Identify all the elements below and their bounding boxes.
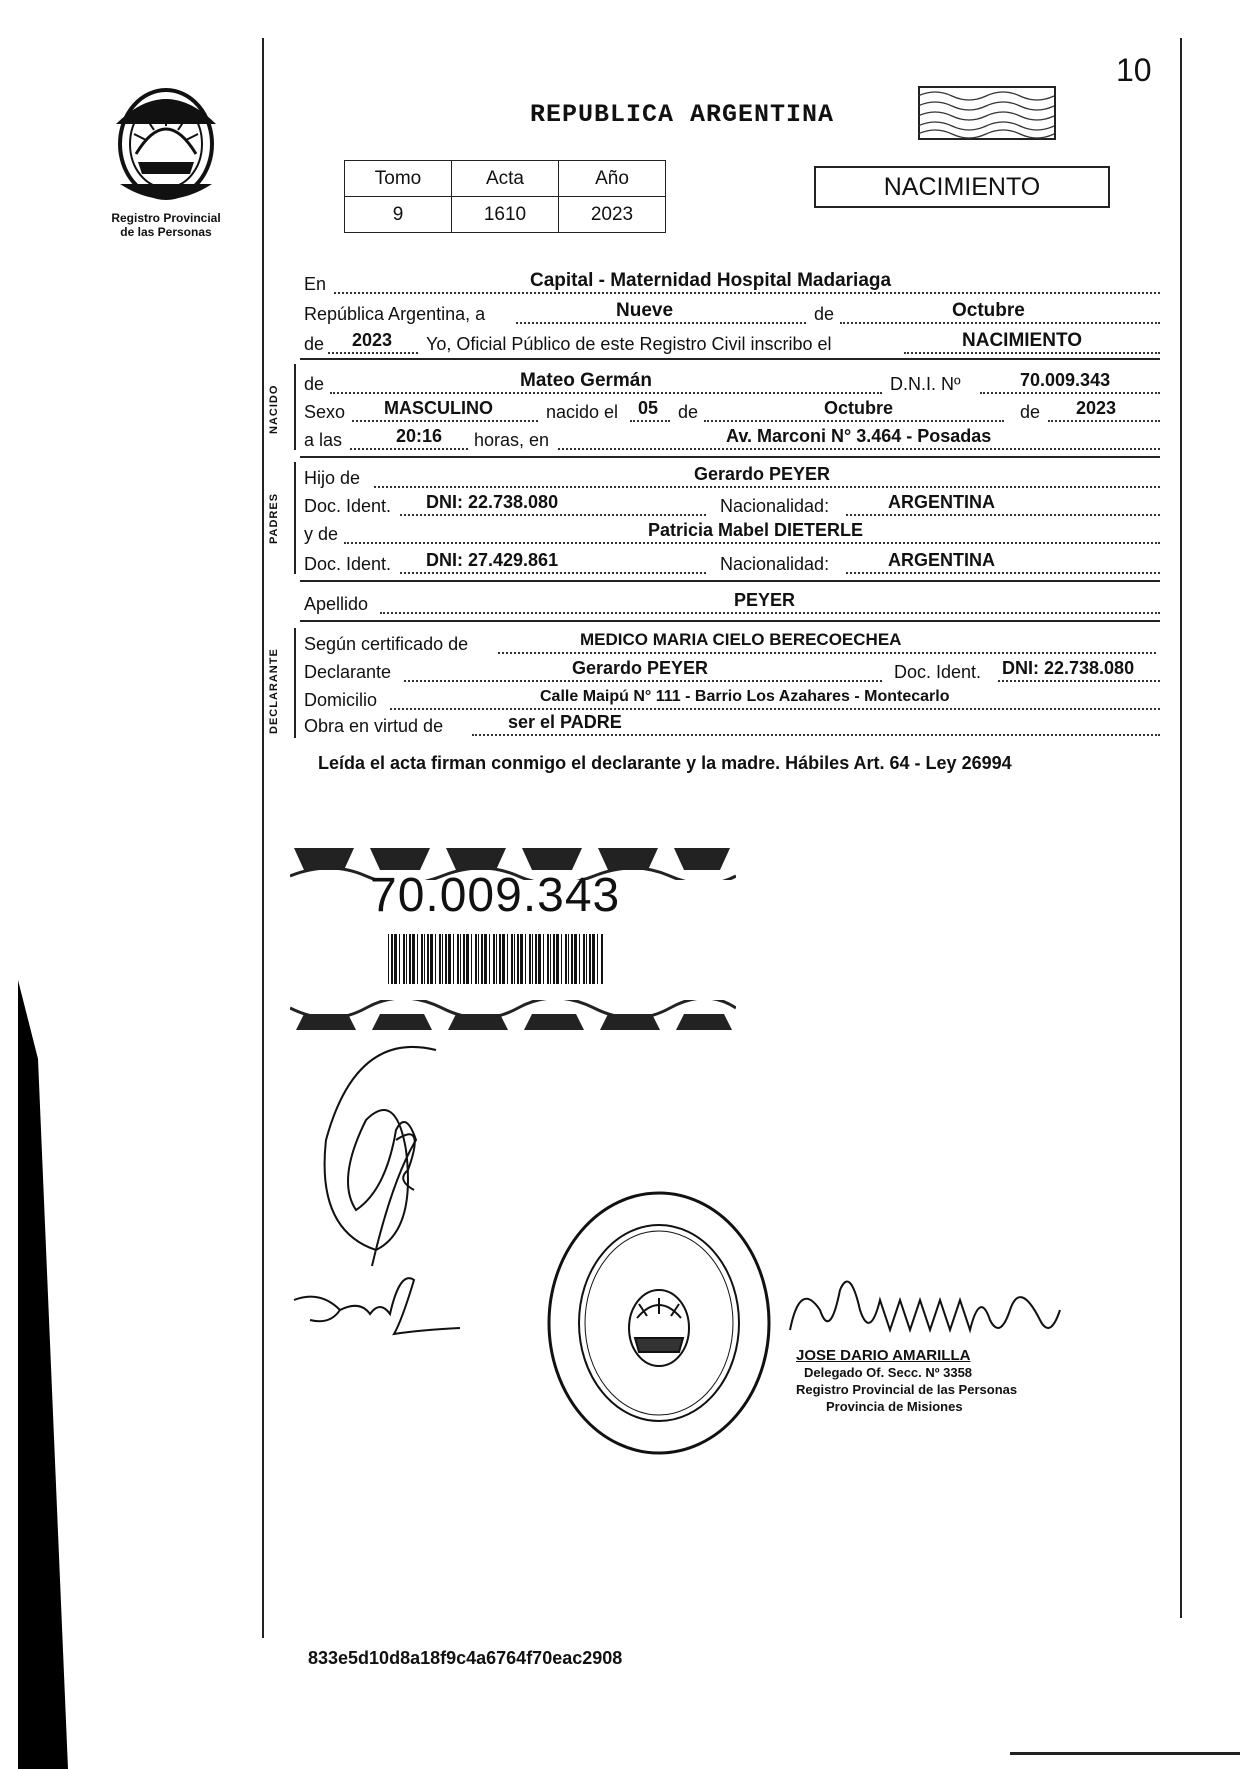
logo-caption-line2: de las Personas <box>120 225 212 239</box>
official-seal-icon <box>544 1188 774 1458</box>
domicilio-label: Domicilio <box>304 690 378 710</box>
barcode-bar <box>511 934 513 984</box>
barcode-bar <box>394 934 397 984</box>
barcode-bar <box>409 934 411 984</box>
barcode-bar <box>496 934 497 984</box>
apellido-value: PEYER <box>734 590 796 610</box>
barcode-bar <box>412 934 415 984</box>
officer-initials-signature <box>290 1270 470 1355</box>
barcode-bar <box>583 934 585 984</box>
obra-label: Obra en virtud de <box>304 716 444 736</box>
row-y-de <box>304 522 1160 548</box>
birth-month: Octubre <box>824 398 894 418</box>
barcode-bar <box>388 934 389 984</box>
divider-3 <box>300 580 1160 582</box>
barcode-bar <box>478 934 479 984</box>
barcode-bar <box>550 934 551 984</box>
declarante-doc-label: Doc. Ident. <box>894 662 982 682</box>
barcode-bar <box>399 934 400 984</box>
table-header-tomo: Tomo <box>345 161 452 197</box>
row-obra <box>304 714 1160 740</box>
y-de-label: y de <box>304 524 339 544</box>
barcode-number: 70.009.343 <box>370 869 621 922</box>
document-hash: 833e5d10d8a18f9c4a6764f70eac2908 <box>308 1648 623 1668</box>
barcode-bar <box>417 934 418 984</box>
day-value: Nueve <box>616 300 674 321</box>
barcode-bar <box>475 934 477 984</box>
barcode-bar <box>535 934 537 984</box>
barcode-bar <box>499 934 501 984</box>
declarante-doc: DNI: 22.738.080 <box>1002 658 1135 678</box>
barcode-bar <box>406 934 407 984</box>
domicilio-value: Calle Maipú N° 111 - Barrio Los Azahares - Montecarlo <box>540 688 950 705</box>
row-mother-doc <box>304 552 1160 578</box>
barcode-bar <box>553 934 555 984</box>
barcode-bar <box>427 934 429 984</box>
table-value-tomo: 9 <box>345 197 452 233</box>
table-value-acta: 1610 <box>452 197 559 233</box>
sexo-value: MASCULINO <box>384 398 493 418</box>
section-bar-padres <box>294 462 296 574</box>
row-sexo <box>304 400 1160 426</box>
month-de-label: de <box>814 304 835 324</box>
barcode-bar <box>471 934 472 984</box>
barcode-bar <box>556 934 559 984</box>
section-bar-nacido <box>294 364 296 450</box>
barcode-bar <box>568 934 569 984</box>
signature-scribble-icon <box>296 1030 476 1270</box>
inscribo-value: NACIMIENTO <box>962 330 1082 351</box>
barcode-bar <box>442 934 443 984</box>
right-page-border <box>1180 38 1182 1618</box>
father-doc: DNI: 22.738.080 <box>426 492 559 512</box>
barcode-bar <box>424 934 425 984</box>
mother-nat-label: Nacionalidad: <box>720 554 830 574</box>
barcode-bar <box>561 934 562 984</box>
barcode-bar <box>453 934 454 984</box>
barcode-bar <box>439 934 441 984</box>
father-nat-label: Nacionalidad: <box>720 496 830 516</box>
closing-note: Leída el acta firman conmigo el declarante y la madre. Hábiles Art. 64 - Ley 26994 <box>318 753 1012 773</box>
mother-doc-label: Doc. Ident. <box>304 554 392 574</box>
child-name: Mateo Germán <box>520 370 652 391</box>
birth-day: 05 <box>638 398 659 418</box>
table-header-anio: Año <box>559 161 666 197</box>
birth-time: 20:16 <box>396 426 443 446</box>
birth-place: Av. Marconi N° 3.464 - Posadas <box>726 426 992 446</box>
barcode-bar <box>391 934 393 984</box>
barcode-bar <box>579 934 580 984</box>
divider-1 <box>300 358 1160 360</box>
horas-label: horas, en <box>474 430 550 450</box>
nacido-de-label: de <box>304 374 325 394</box>
row-certificado <box>304 632 1160 658</box>
barcode-bar <box>403 934 405 984</box>
barcode-bar <box>597 934 598 984</box>
cert-label: Según certificado de <box>304 634 469 654</box>
barcode-bar <box>520 934 523 984</box>
row-hora <box>304 428 1160 454</box>
registry-table <box>344 160 666 233</box>
hijo-de-label: Hijo de <box>304 468 361 488</box>
apellido-label: Apellido <box>304 594 369 614</box>
row-father-doc <box>304 494 1160 520</box>
barcode-bar <box>601 934 603 984</box>
dni-label: D.N.I. Nº <box>890 374 961 394</box>
row-republica <box>304 302 1160 328</box>
document-title: REPUBLICA ARGENTINA <box>530 100 835 129</box>
year-de-label: de <box>304 334 325 354</box>
page-number: 10 <box>1116 52 1152 88</box>
nacido-el-label: nacido el <box>546 402 619 422</box>
barcode-bar <box>493 934 495 984</box>
father-doc-label: Doc. Ident. <box>304 496 392 516</box>
barcode-bar <box>448 934 451 984</box>
official-line3: Provincia de Misiones <box>826 1399 963 1414</box>
barcode-bar <box>502 934 505 984</box>
record-type-box: NACIMIENTO <box>814 166 1110 208</box>
row-hijo-de <box>304 466 1160 492</box>
obra-value: ser el PADRE <box>508 712 622 732</box>
barcode-bar <box>435 934 436 984</box>
birth-year-de-label: de <box>1020 402 1041 422</box>
barcode-icon <box>386 934 608 989</box>
barcode-bar <box>592 934 595 984</box>
official-seal <box>544 1188 774 1463</box>
left-page-border <box>262 38 264 1638</box>
barcode-bar <box>547 934 549 984</box>
scan-shadow-edge <box>18 980 68 1769</box>
father-nationality: ARGENTINA <box>888 492 995 512</box>
barcode-bar <box>532 934 533 984</box>
table-header-acta: Acta <box>452 161 559 197</box>
place-value: Capital - Maternidad Hospital Madariaga <box>530 270 892 291</box>
barcode-bar <box>466 934 469 984</box>
barcode-bar <box>538 934 541 984</box>
barcode-bar <box>430 934 433 984</box>
logo-caption-line1: Registro Provincial <box>111 211 221 225</box>
barcode-bar <box>421 934 423 984</box>
barcode-bar <box>484 934 487 984</box>
mother-doc: DNI: 27.429.861 <box>426 550 559 570</box>
barcode-bar <box>481 934 483 984</box>
father-name: Gerardo PEYER <box>694 464 831 484</box>
en-label: En <box>304 274 327 294</box>
barcode-bar <box>489 934 490 984</box>
declarante-label: Declarante <box>304 662 392 682</box>
row-en <box>304 272 1160 298</box>
year-value: 2023 <box>352 330 393 350</box>
official-block <box>796 1347 1017 1415</box>
barcode-bar <box>517 934 519 984</box>
barcode-bar <box>525 934 526 984</box>
row-nacido-name <box>304 372 1160 398</box>
registry-logo <box>98 84 234 239</box>
month-value: Octubre <box>952 300 1025 321</box>
official-line1: Delegado Of. Secc. Nº 3358 <box>804 1365 973 1380</box>
table-value-anio: 2023 <box>559 197 666 233</box>
barcode-bar <box>460 934 461 984</box>
bottom-scan-line <box>1010 1752 1240 1755</box>
official-line2: Registro Provincial de las Personas <box>796 1382 1018 1397</box>
official-name: JOSE DARIO AMARILLA <box>796 1347 971 1364</box>
section-label-padres: PADRES <box>268 492 280 544</box>
barcode-bar <box>586 934 587 984</box>
barcode-bar <box>445 934 447 984</box>
row-declarante <box>304 660 1160 686</box>
barcode-bar <box>589 934 591 984</box>
republica-label: República Argentina, a <box>304 304 486 324</box>
section-label-nacido: NACIDO <box>268 384 280 434</box>
barcode-bar <box>514 934 515 984</box>
signature-initials-icon <box>290 1270 470 1350</box>
mother-nationality: ARGENTINA <box>888 550 995 570</box>
mother-name: Patricia Mabel DIETERLE <box>648 520 864 540</box>
birth-de-label: de <box>678 402 699 422</box>
child-dni: 70.009.343 <box>1020 370 1111 390</box>
sexo-label: Sexo <box>304 402 346 422</box>
declarant-signature <box>296 1030 476 1275</box>
provincial-seal-icon <box>98 84 234 202</box>
section-label-declarante: DECLARANTE <box>268 648 280 734</box>
barcode-bar <box>507 934 508 984</box>
row-apellido <box>304 592 1160 618</box>
declarante-value: Gerardo PEYER <box>572 658 709 678</box>
barcode-bar <box>543 934 544 984</box>
birth-year: 2023 <box>1076 398 1117 418</box>
barcode-bar <box>571 934 573 984</box>
barcode-bar <box>565 934 567 984</box>
divider-2 <box>300 456 1160 458</box>
section-bar-declarante <box>294 628 296 738</box>
a-las-label: a las <box>304 430 343 450</box>
barcode-bar <box>529 934 531 984</box>
row-domicilio <box>304 688 1160 714</box>
cert-value: MEDICO MARIA CIELO BERECOECHEA <box>580 630 902 649</box>
row-year <box>304 332 1160 358</box>
inscribo-text: Yo, Oficial Público de este Registro Civil inscribo el <box>426 334 832 354</box>
barcode-bar <box>457 934 459 984</box>
barcode-bar <box>574 934 577 984</box>
barcode-bar <box>463 934 465 984</box>
watermark-security-icon <box>918 86 1056 140</box>
divider-4 <box>300 620 1160 622</box>
